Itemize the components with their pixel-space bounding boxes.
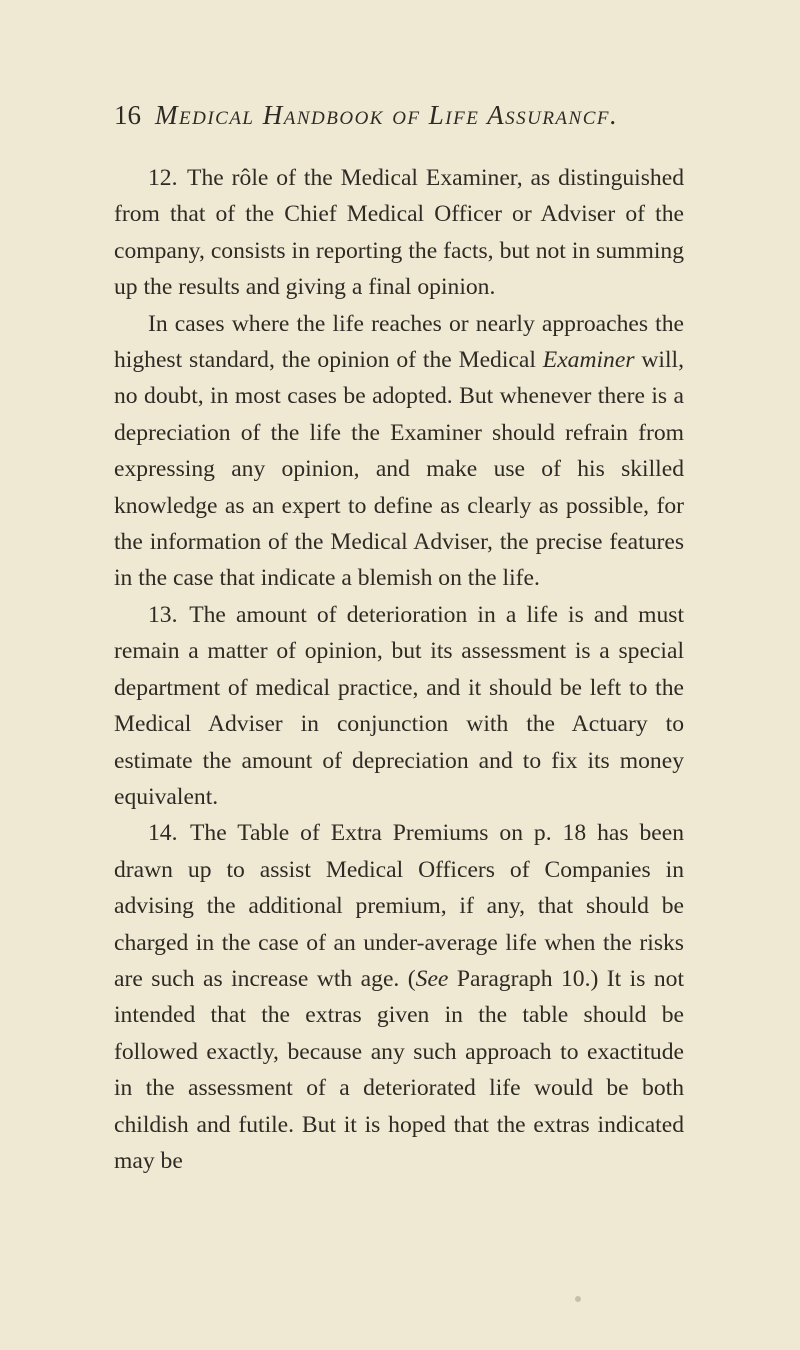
paragraph-text-before: In cases where the life reaches or nearly approaches the highest standard, the opinion of the Medical xyxy=(114,310,684,374)
page-number: 16 xyxy=(114,100,141,130)
body-text xyxy=(114,160,684,1179)
paragraph-text-after: Paragraph 10.) It is not intended that the extras given in the table should be followed exactly, because any such approach to exactitude in the assessment of a deteriorated life would be both childish and futile. But it is hoped that the extras indicated may be xyxy=(114,965,685,1174)
paragraph-number: 14. xyxy=(148,820,178,847)
paragraph-text-after: will, no doubt, in most cases be adopted. But whenever there is a depreciation of the life the Examiner should refrain from expressing any opinion, and make use of his skilled knowledge as an expert to define as clearly as possible, for the information of the Medical Adviser, the precise features in the case that indicate a blemish on the life. xyxy=(114,347,684,592)
paragraph-12 xyxy=(114,160,684,306)
running-head xyxy=(114,100,714,140)
paragraph-13 xyxy=(114,597,684,815)
running-title: Medical Handbook of Life Assurancf. xyxy=(155,100,619,130)
paragraph-examiner-opinion xyxy=(114,306,684,597)
paragraph-number: 12. xyxy=(148,165,178,191)
paragraph-text-before: The Table of Extra Premiums on p. 18 has been drawn up to assist Medical Officers of Companies in advising the additional premium, if any, that should be charged in the case of an under-average life when the risks are such as increase wth age. ( xyxy=(114,820,684,992)
paragraph-14 xyxy=(114,815,684,1179)
ink-speck xyxy=(575,1296,581,1302)
paragraph-italic-term: See xyxy=(415,965,449,992)
paragraph-number: 13. xyxy=(148,601,178,628)
paragraph-text: The rôle of the Medical Examiner, as distinguished from that of the Chief Medical Officer or Adviser of the company, consists in reporting the facts, but not in summing up the results and giving a final opinion. xyxy=(114,165,684,301)
paragraph-italic-term: Examiner xyxy=(542,347,635,374)
paragraph-text: The amount of deterioration in a life is and must remain a matter of opinion, but its assessment is a special department of medical practice, and it should be left to the Medical Adviser in conjunction with the Actuary to estimate the amount of depreciation and to fix its money equivalent. xyxy=(114,601,684,810)
